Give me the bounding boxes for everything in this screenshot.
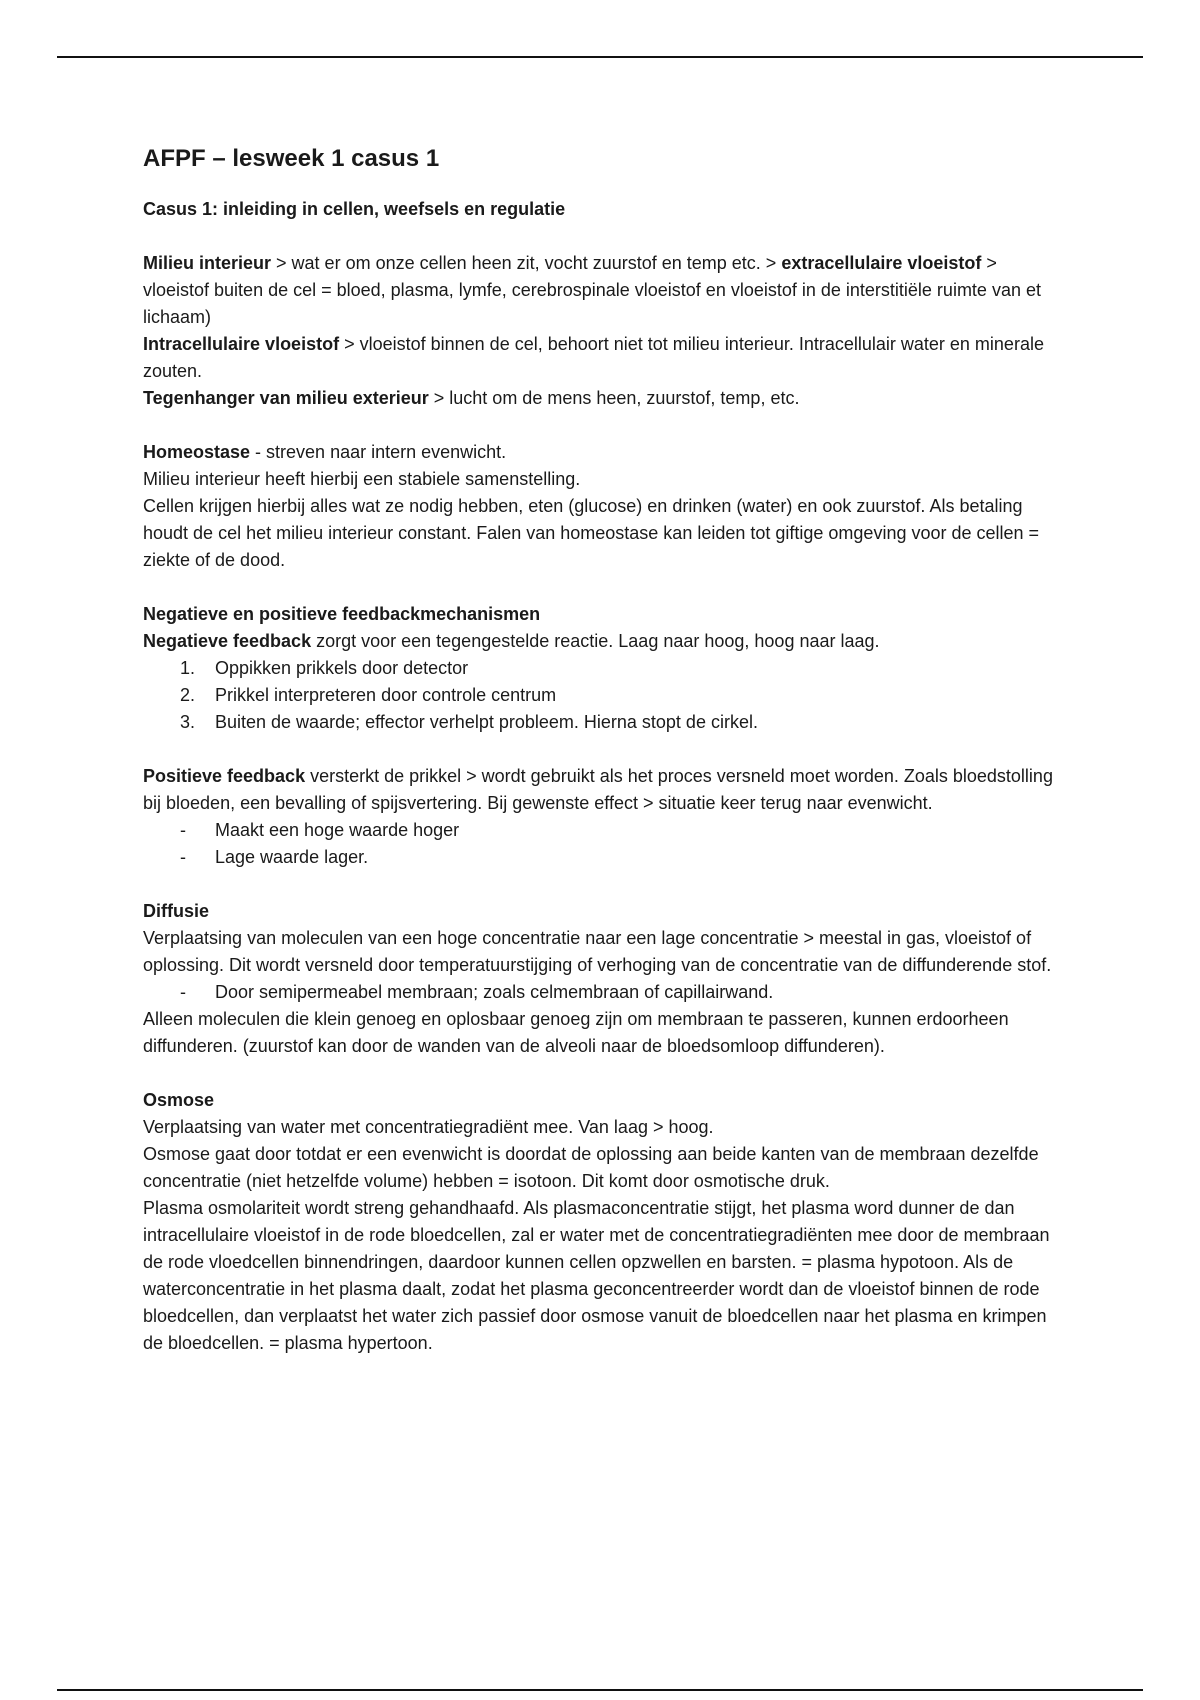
homeostase-line-3: Cellen krijgen hierbij alles wat ze nodig hebben, eten (glucose) en drinken (water) en ook zuurstof. Als betaling houdt de cel het milieu interieur constant. Falen van homeostase kan leiden tot giftige omgeving voor de cellen = ziekte of de dood. <box>143 496 1040 570</box>
feedback-steps-list <box>143 655 1063 736</box>
document-body <box>143 142 1063 1357</box>
osmose-paragraph-3: Plasma osmolariteit wordt streng gehandhaafd. Als plasmaconcentratie stijgt, het plasma word dunner de dan intracellulaire vloeistof in de rode bloedcellen, zal er water met de concentratiegradiënten mee door de membraan de rode vloedcellen binnendringen, daardoor kunnen cellen opzwellen en barsten. = plasma hypotoon. Als de waterconcentratie in het plasma daalt, zodat het plasma geconcentreerder wordt dan de vloeistof binnen de rode bloedcellen, dan verplaatst het water zich passief door osmose vanuit de bloedcellen naar het plasma en krimpen de bloedcellen. = plasma hypertoon. <box>143 1198 1050 1353</box>
osmose-paragraph-1: Verplaatsing van water met concentratiegradiënt mee. Van laag > hoog. <box>143 1117 714 1137</box>
intracellulaire-text: > vloeistof binnen de cel, behoort niet tot milieu interieur. Intracellulair water en minerale zouten. <box>143 334 1044 381</box>
header-rule <box>57 56 1143 58</box>
positieve-feedback-term: Positieve feedback <box>143 766 306 786</box>
list-item-text: Oppikken prikkels door detector <box>215 658 469 678</box>
diffusie-paragraph-2: Alleen moleculen die klein genoeg en oplosbaar genoeg zijn om membraan te passeren, kunnen erdoorheen diffunderen. (zuurstof kan door de wanden van de alveoli naar de bloedsomloop diffunderen). <box>143 1009 1009 1056</box>
osmose-heading <box>143 1087 1063 1114</box>
intracellulaire-paragraph <box>143 331 1063 385</box>
list-item-text: Lage waarde lager. <box>215 847 369 867</box>
diffusie-heading <box>143 898 1063 925</box>
feedback-heading-text: Negatieve en positieve feedbackmechanismen <box>143 604 541 624</box>
feedback-heading <box>143 601 1063 628</box>
list-number: 2. <box>180 685 196 705</box>
milieu-exterieur-term: Tegenhanger van milieu exterieur <box>143 388 429 408</box>
milieu-interieur-text: > wat er om onze cellen heen zit, vocht zuurstof en temp etc. > <box>271 253 782 273</box>
list-dash: - <box>180 820 186 840</box>
list-number: 3. <box>180 712 196 732</box>
list-number: 1. <box>180 658 196 678</box>
list-item-text: Prikkel interpreteren door controle centrum <box>215 685 557 705</box>
osmose-paragraph-2: Osmose gaat door totdat er een evenwicht is doordat de oplossing aan beide kanten van de membraan dezelfde concentratie (niet hetzelfde volume) hebben = isotoon. Dit komt door osmotische druk. <box>143 1144 1039 1191</box>
diffusie-heading-text: Diffusie <box>143 901 210 921</box>
list-dash: - <box>180 982 186 1002</box>
list-item <box>143 817 1063 844</box>
negatieve-feedback-paragraph <box>143 628 1063 655</box>
intracellulaire-term: Intracellulaire vloeistof <box>143 334 340 354</box>
diffusie-paragraph-1: Verplaatsing van moleculen van een hoge concentratie naar een lage concentratie > meestal in gas, vloeistof of oplossing. Dit wordt versneld door temperatuurstijging of verhoging van de concentratie van de diffunderende stof. <box>143 928 1052 975</box>
list-item <box>143 655 1063 682</box>
list-item-text: Maakt een hoge waarde hoger <box>215 820 460 840</box>
list-item <box>143 709 1063 736</box>
spacer <box>143 871 1063 898</box>
milieu-exterieur-text: > lucht om de mens heen, zuurstof, temp, etc. <box>428 388 800 408</box>
extracellulaire-text: > vloeistof buiten de cel = bloed, plasma, lymfe, cerebrospinale vloeistof en vloeistof in de interstitiële ruimte van et lichaam) <box>143 253 1041 327</box>
spacer <box>143 736 1063 763</box>
list-item <box>143 682 1063 709</box>
list-item-text: Buiten de waarde; effector verhelpt probleem. Hierna stopt de cirkel. <box>215 712 758 732</box>
homeostase-paragraph <box>143 439 1063 466</box>
positieve-feedback-text: versterkt de prikkel > wordt gebruikt als het proces versneld moet worden. Zoals bloedstolling bij bloeden, een bevalling of spijsvertering. Bij gewenste effect > situatie keer terug naar evenwicht. <box>143 766 1053 813</box>
milieu-interieur-term: Milieu interieur <box>143 253 272 273</box>
homeostase-line-2: Milieu interieur heeft hierbij een stabiele samenstelling. <box>143 469 581 489</box>
list-dash: - <box>180 847 186 867</box>
document-subtitle: Casus 1: inleiding in cellen, weefsels en regulatie <box>143 199 566 219</box>
list-item <box>143 979 1063 1006</box>
footer-rule <box>57 1689 1143 1691</box>
homeostase-text: - streven naar intern evenwicht. <box>250 442 507 462</box>
negatieve-feedback-text: zorgt voor een tegengestelde reactie. Laag naar hoog, hoog naar laag. <box>311 631 880 651</box>
milieu-interieur-paragraph <box>143 250 1063 331</box>
spacer <box>143 574 1063 601</box>
osmose-heading-text: Osmose <box>143 1090 215 1110</box>
spacer <box>143 1060 1063 1087</box>
extracellulaire-term: extracellulaire vloeistof <box>781 253 982 273</box>
document-title: AFPF – lesweek 1 casus 1 <box>143 145 440 172</box>
milieu-exterieur-paragraph <box>143 385 1063 412</box>
diffusie-bullets-list <box>143 979 1063 1006</box>
positieve-feedback-paragraph <box>143 763 1063 817</box>
spacer <box>143 412 1063 439</box>
feedback-bullets-list <box>143 817 1063 871</box>
list-item <box>143 844 1063 871</box>
homeostase-term: Homeostase <box>143 442 251 462</box>
negatieve-feedback-term: Negatieve feedback <box>143 631 312 651</box>
list-item-text: Door semipermeabel membraan; zoals celmembraan of capillairwand. <box>215 982 774 1002</box>
